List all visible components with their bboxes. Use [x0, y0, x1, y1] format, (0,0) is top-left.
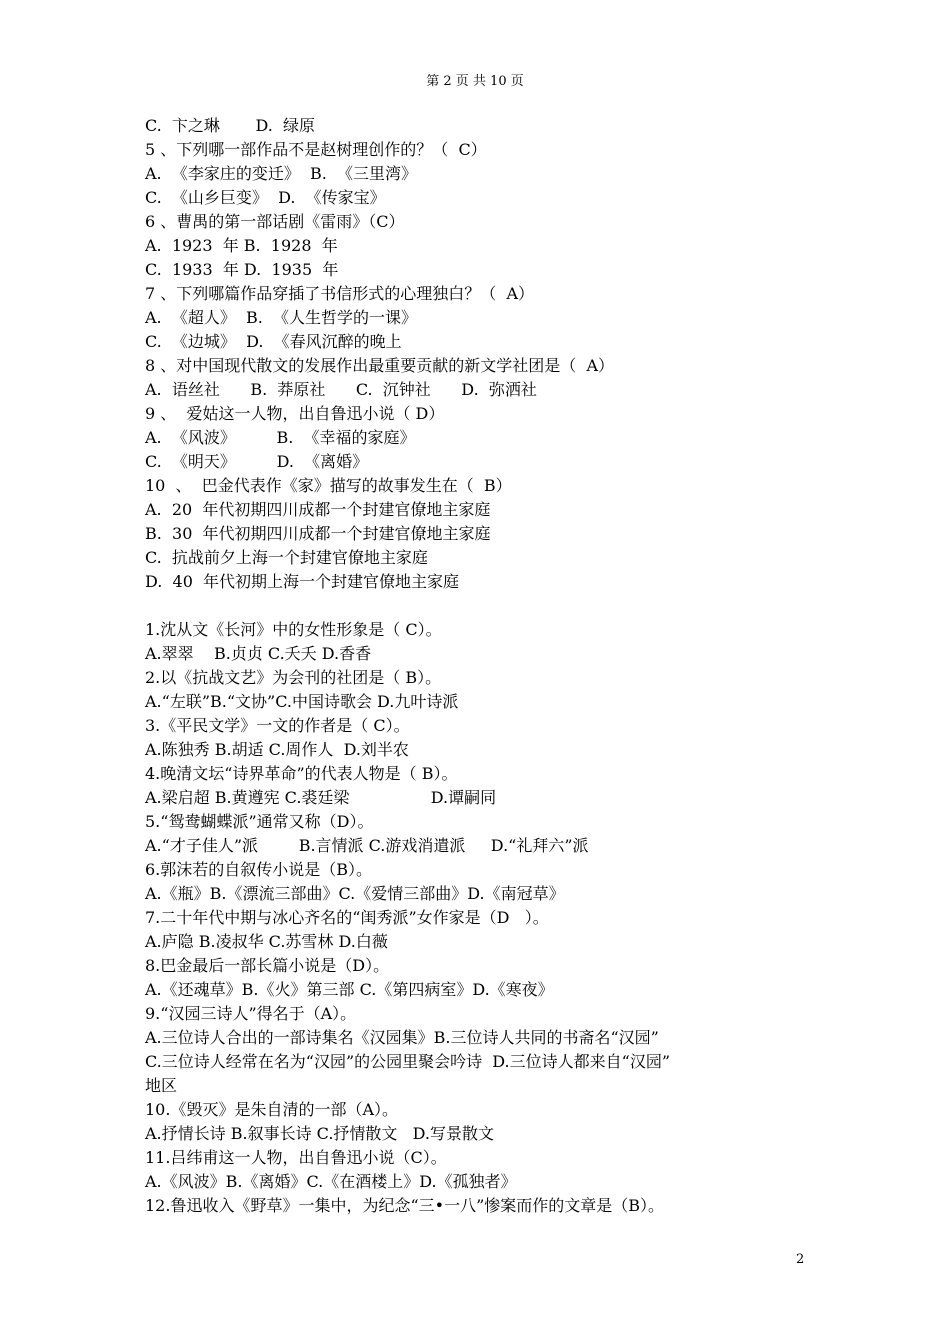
- text-line: 12.鲁迅收入《野草》一集中，为纪念“三•一八”惨案而作的文章是（B）。: [145, 1196, 665, 1215]
- page-number: 2: [796, 1252, 805, 1267]
- text-line: 3.《平民文学》一文的作者是（ C）。: [145, 716, 410, 735]
- text-line: A.《风波》B.《离婚》C.《在酒楼上》D.《孤独者》: [145, 1172, 517, 1191]
- text-line: 9.“汉园三诗人”得名于（A）。: [145, 1004, 357, 1023]
- text-line: A. 语丝社 B. 莽原社 C. 沉钟社 D. 弥洒社: [145, 380, 537, 399]
- text-line: 6 、曹禺的第一部话剧《雷雨》（C）: [145, 212, 405, 231]
- section-spacer: [145, 594, 825, 618]
- text-line: C. 1933 年 D. 1935 年: [145, 260, 339, 279]
- page-header: 第 2 页 共 10 页: [426, 74, 524, 89]
- text-line: A. 20 年代初期四川成都一个封建官僚地主家庭: [145, 500, 491, 519]
- text-line: 11.吕纬甫这一人物，出自鲁迅小说（C）。: [145, 1148, 447, 1167]
- text-line: 8.巴金最后一部长篇小说是（D）。: [145, 956, 390, 975]
- text-line: 10.《毁灭》是朱自清的一部（A）。: [145, 1100, 399, 1119]
- text-line: C. 卞之琳 D. 绿原: [145, 116, 316, 135]
- text-line: A.“左联”B.“文协”C.中国诗歌会 D.九叶诗派: [145, 692, 459, 711]
- text-line: A.《瓶》B.《漂流三部曲》C.《爱情三部曲》D.《南冠草》: [145, 884, 565, 903]
- text-line: C. 抗战前夕上海一个封建官僚地主家庭: [145, 548, 428, 567]
- text-line: 4.晚清文坛“诗界革命”的代表人物是（ B）。: [145, 764, 458, 783]
- question-section-1: [145, 114, 825, 594]
- text-line: A.翠翠 B.贞贞 C.夭夭 D.香香: [145, 644, 372, 663]
- text-line: 8 、对中国现代散文的发展作出最重要贡献的新文学社团是（ A）: [145, 356, 614, 375]
- text-line: A.《还魂草》B.《火》第三部 C.《第四病室》D.《寒夜》: [145, 980, 554, 999]
- text-line: A. 《李家庄的变迁》 B. 《三里湾》: [145, 164, 418, 183]
- text-line: A. 《超人》 B. 《人生哲学的一课》: [145, 308, 418, 327]
- text-line: 1.沈从文《长河》中的女性形象是（ C）。: [145, 620, 442, 639]
- text-line: C. 《山乡巨变》 D. 《传家宝》: [145, 188, 386, 207]
- text-line: C.三位诗人经常在名为“汉园”的公园里聚会吟诗 D.三位诗人都来自“汉园”: [145, 1052, 670, 1071]
- text-line: 地区: [145, 1076, 178, 1095]
- text-line: 7 、下列哪篇作品穿插了书信形式的心理独白？（ A）: [145, 284, 534, 303]
- text-line: 10 、 巴金代表作《家》描写的故事发生在（ B）: [145, 476, 512, 495]
- text-line: A. 1923 年 B. 1928 年: [145, 236, 338, 255]
- text-line: A.三位诗人合出的一部诗集名《汉园集》B.三位诗人共同的书斋名“汉园”: [145, 1028, 659, 1047]
- page-content: [145, 114, 825, 1218]
- text-line: A.抒情长诗 B.叙事长诗 C.抒情散文 D.写景散文: [145, 1124, 495, 1143]
- text-line: C. 《明天》 D. 《离婚》: [145, 452, 369, 471]
- text-line: A.梁启超 B.黄遵宪 C.裘廷梁 D.谭嗣同: [145, 788, 497, 807]
- text-line: C. 《边城》 D. 《春风沉醉的晚上: [145, 332, 402, 351]
- text-line: 5 、下列哪一部作品不是赵树理创作的？（ C）: [145, 140, 487, 159]
- text-line: A.“才子佳人”派 B.言情派 C.游戏消遣派 D.“礼拜六”派: [145, 836, 589, 855]
- question-section-2: [145, 618, 825, 1218]
- text-line: A.庐隐 B.凌叔华 C.苏雪林 D.白薇: [145, 932, 388, 951]
- text-line: B. 30 年代初期四川成都一个封建官僚地主家庭: [145, 524, 491, 543]
- text-line: 7.二十年代中期与冰心齐名的“闺秀派”女作家是（D ）。: [145, 908, 549, 927]
- text-line: A.陈独秀 B.胡适 C.周作人 D.刘半农: [145, 740, 409, 759]
- text-line: 9 、 爱姑这一人物，出自鲁迅小说（ D）: [145, 404, 445, 423]
- text-line: 2.以《抗战文艺》为会刊的社团是（ B）。: [145, 668, 442, 687]
- text-line: 6.郭沫若的自叙传小说是（B）。: [145, 860, 373, 879]
- text-line: A. 《风波》 B. 《幸福的家庭》: [145, 428, 416, 447]
- text-line: 5.“鸳鸯蝴蝶派”通常又称（D）。: [145, 812, 374, 831]
- text-line: D. 40 年代初期上海一个封建官僚地主家庭: [145, 572, 460, 591]
